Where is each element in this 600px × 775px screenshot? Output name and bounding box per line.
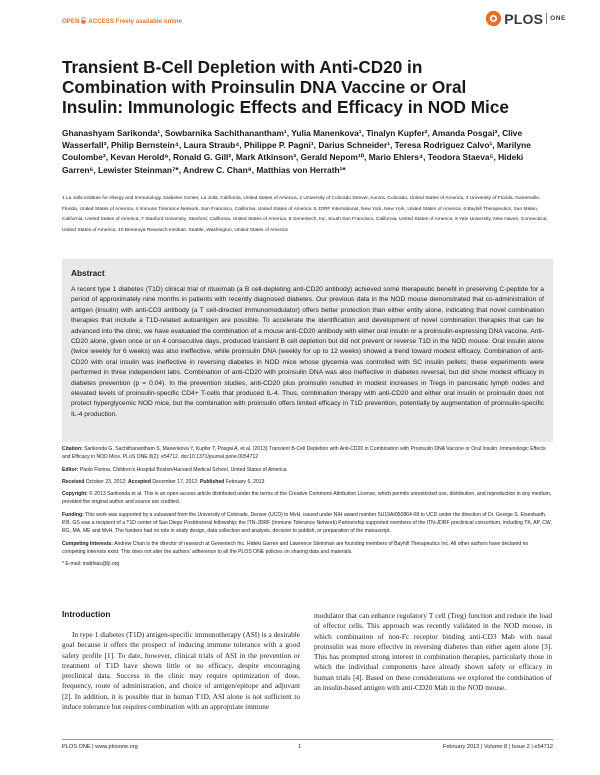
logo-divider <box>546 13 547 24</box>
citation-text: Sarikonda G, Sachithanantham S, Manenkova Y, Kupfer T, Posgai A, et al. (2013) Transient B-Cell Depletion with Anti-CD20 in Combination with Proinsulin DNA Vaccine or Oral Insulin: Immunologic Effects and Efficacy in NOD Mice. PLoS ONE 8(2): e54712. doi:10.1371/journal.pone.0054712 <box>62 446 546 461</box>
introduction-left-column: In type 1 diabetes (T1D) antigen-specific immunotherapy (ASI) is a desirable goal because it offers the prospect of inducing immune tolerance with a good safety profile [1]. To date, however, clinical trials of ASI in the prevention or treatment of T1D have shown little or no efficacy, despite encouraging preclinical data. Success in the clinic may require optimization of dose, frequency, route of administration, and choice of antigen/epitope and adjuvant [2]. In addition, it is possible that in human T1D, ASI alone is not sufficient to induce tolerance but requires combination with an appropriate immune <box>62 630 300 712</box>
competing-label: Competing Interests: <box>62 540 113 547</box>
journal-logo <box>485 10 566 27</box>
plos-logo-icon <box>485 10 502 27</box>
open-lock-icon <box>80 17 87 24</box>
open-access-label: OPEN <box>62 19 80 25</box>
page-number: 1 <box>298 744 302 750</box>
funding-text: This work was supported by a subaward from the University of Colorado, Denver (UCD) to MvH, issued under NIH award number 5U19AI050864-08 to UCD under the direction of Dr. George S. Eisenbarth. P.B. GS was a recipient of a T1D center of San Diego Postdoctoral fellowship; the ITN-JDRF (Immune Tolerance Network) Partnership supported members of the ITN-JDRF preclinical consortium, including TK, AP, CW, RG, MA, ME and MvH. The funders had no role in study design, data collection and analysis, decision to publish, or preparation of the manuscript. <box>62 511 552 535</box>
corresponding-email[interactable]: * E-mail: matthias@lji.org <box>62 561 120 568</box>
copyright-label: Copyright: <box>62 491 88 498</box>
copyright <box>62 490 553 507</box>
competing-interests <box>62 540 553 557</box>
funding <box>62 511 553 536</box>
abstract-box <box>62 259 553 442</box>
dates <box>62 478 553 486</box>
introduction-right-column: modulator that can enhance regulatory T cell (Treg) function and reduce the load of effector cells. This approach was recently validated in the NOD mouse, in which combination of non-Fc receptor binding anti-CD3 Mab with nasal proinsulin was more effective in reversing diabetes than either agent alone [3]. This has prompted strong interest in combination therapies, particularly those in which the individual components have already shown safety or efficacy in human trials [4]. Based on these considerations we explored the combination of an insulin-based antigen with anti-CD20 Mab in the NOD mouse. <box>314 611 552 693</box>
editor-label: Editor: <box>62 466 79 473</box>
logo-sub: ONE <box>550 15 566 22</box>
competing-text: Andrew Chan is the director of research at Genentech Inc. Hideki Garren and Lawrence Steinman are founding members of Bayhill Therapeutics Inc. All other authors have declared no competing interests exist. This does not alter the authors' adherence to all the PLOS ONE policies on sharing data and materials. <box>62 540 529 555</box>
received-date: October 23, 2012; <box>85 478 127 485</box>
editor <box>62 466 553 474</box>
published-label: Published <box>199 478 225 485</box>
accepted-label: Accepted <box>128 478 151 485</box>
abstract-text: A recent type 1 diabetes (T1D) clinical trial of rituximab (a B cell-depleting anti-CD20 antibody) achieved some therapeutic benefit in preserving C-peptide for a period of approximately nine months in patients with recently diagnosed diabetes. Our previous data in the NOD mouse demonstrated that co-administration of antigen (insulin) with anti-CD3 antibody (a T cell-directed immunomodulator) offers better protection than either entity alone, indicating that novel combination therapies that include a T1D-related autoantigen are possible. To accelerate the identification and development of novel combination therapies that can be advanced into the clinic, we have evaluated the combination of a mouse anti-CD20 antibody with either oral insulin or a proinsulin-expressing DNA vaccine. Anti-CD20 alone, given once or on 4 consecutive days, produced transient B cell depletion but did not prevent or reverse T1D in the NOD mouse. Oral insulin alone (twice weekly for 6 weeks) was also ineffective, while proinsulin DNA (weekly for up to 12 weeks) showed a trend toward modest efficacy. Combination of anti-CD20 with oral insulin was ineffective in reversing diabetes in NOD mice whose glycemia was controlled with SC insulin pellets; these experiments were performed in three independent labs. Combination of anti-CD20 with proinsulin DNA was also ineffective in diabetes reversal, but did show modest efficacy in diabetes prevention (p = 0.04). In the prevention studies, anti-CD20 plus proinsulin resulted in modest increases in Tregs in pancreatic lymph nodes and elevated levels of proinsulin-specific CD4+ T-cells that produced IL-4. Thus, combination therapy with anti-CD20 and either oral insulin or proinsulin does not protect hyperglycemic NOD mice, but the combination with proinsulin offers limited efficacy in T1D prevention, potentially by augmentation of proinsulin-specific IL-4 production. <box>71 286 544 418</box>
introduction-heading: Introduction <box>62 609 111 619</box>
footer-divider <box>62 739 553 740</box>
editor-text: Paolo Fiorina, Children's Hospital Boston/Harvard Medical School, United States of America <box>79 466 287 473</box>
citation <box>62 445 553 462</box>
author-list: Ghanashyam Sarikonda¹, Sowbarnika Sachithanantham¹, Yulia Manenkova¹, Tinalyn Kupfer², Amanda Posgai³, Clive Wasserfall³, Philip Bernstein⁴, Laura Straub⁴, Philippe P. Pagni¹, Darius Schneider¹, Teresa Rodriguez Calvo¹, Marilyne Coulombe², Kevan Herold⁹, Ronald G. Gill², Mark Atkinson³, Gerald Nepom¹⁰, Mario Ehlers⁴, Teodora Staeva⁵, Hideki Garren⁶, Lewister Steinman⁷*, Andrew C. Chan⁸, Matthias von Herrath¹* <box>62 128 531 175</box>
article-title: Transient B-Cell Depletion with Anti-CD20 in Combination with Proinsulin DNA Vaccine or Oral Insulin: Immunologic Effects and Efficacy in NOD Mice <box>62 57 509 117</box>
affiliations: 1 La Jolla Institute for Allergy and Immunology, Diabetes Center, La Jolla, California, United States of America, 2 University of Colorado Denver, Aurora, Colorado, United States of America, 3 University of Florida, Gainesville, Florida, United States of America, 4 Immune Tolerance Network, San Francisco, California, United States of America, 5 JDRF International, New York, New York, United States of America, 6 Bayhill Therapeutics, San Mateo, California, United States of America, 7 Stanford University, Stanford, California, United States of America, 8 Genentech, Inc, South San Francisco, California, United States of America, 9 Yale University, New Haven, Connecticut, United States of America, 10 Benaroya Research Institute, Seattle, Washington, United States of America <box>62 196 548 234</box>
article-metadata <box>62 445 553 569</box>
citation-label: Citation: <box>62 446 83 452</box>
funding-label: Funding: <box>62 511 84 518</box>
open-access-banner <box>62 17 182 25</box>
freely-available-label: ACCESS Freely available online <box>88 19 183 25</box>
published-date: February 6, 2013 <box>225 478 265 485</box>
abstract-heading: Abstract <box>71 268 105 278</box>
accepted-date: December 17, 2012; <box>152 478 199 485</box>
copyright-text: © 2013 Sarikonda et al. This is an open-access article distributed under the terms of the Creative Commons Attribution License, which permits unrestricted use, distribution, and reproduction in any medium, provided the original author and source are credited. <box>62 491 552 506</box>
footer-issue: February 2013 | Volume 8 | Issue 2 | e54712 <box>442 744 553 750</box>
logo-text: PLOS <box>504 10 544 27</box>
received-label: Received <box>62 478 85 485</box>
footer-journal[interactable]: PLOS ONE | www.plosone.org <box>62 744 138 750</box>
